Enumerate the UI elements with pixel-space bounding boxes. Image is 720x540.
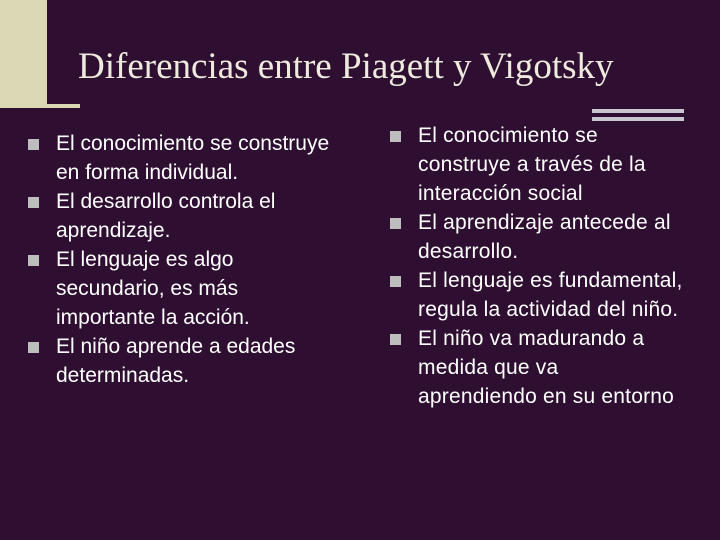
list-item-text: El niño va madurando a medida que va aprendiendo en su entorno xyxy=(418,327,675,408)
list-item xyxy=(28,245,378,332)
square-bullet-icon xyxy=(28,255,39,266)
list-item-text: El conocimiento se construye en forma individual. xyxy=(56,132,330,184)
list-item-text: El desarrollo controla el aprendizaje. xyxy=(56,190,276,242)
list-item xyxy=(390,208,720,266)
right-bullet-list xyxy=(390,121,720,411)
square-bullet-icon xyxy=(28,342,39,353)
slide-title: Diferencias entre Piagett y Vigotsky xyxy=(78,46,614,87)
list-item-text: El conocimiento se construye a través de la interacción social xyxy=(418,124,646,205)
square-bullet-icon xyxy=(28,197,39,208)
list-item-text: El aprendizaje antecede al desarrollo. xyxy=(418,211,671,263)
left-decorative-band xyxy=(0,0,47,108)
square-bullet-icon xyxy=(390,334,401,345)
left-bullet-list xyxy=(28,129,378,390)
list-item xyxy=(390,121,720,208)
square-bullet-icon xyxy=(390,276,401,287)
list-item xyxy=(390,266,720,324)
list-item xyxy=(390,324,720,411)
title-underline-right-top xyxy=(592,109,684,113)
list-item-text: El niño aprende a edades determinadas. xyxy=(56,335,296,387)
list-item-text: El lenguaje es fundamental, regula la actividad del niño. xyxy=(418,269,683,321)
square-bullet-icon xyxy=(28,139,39,150)
list-item-text: El lenguaje es algo secundario, es más importante la acción. xyxy=(56,248,250,329)
list-item xyxy=(28,332,378,390)
title-underline-left xyxy=(30,104,80,108)
list-item xyxy=(28,129,378,187)
square-bullet-icon xyxy=(390,131,401,142)
square-bullet-icon xyxy=(390,218,401,229)
list-item xyxy=(28,187,378,245)
